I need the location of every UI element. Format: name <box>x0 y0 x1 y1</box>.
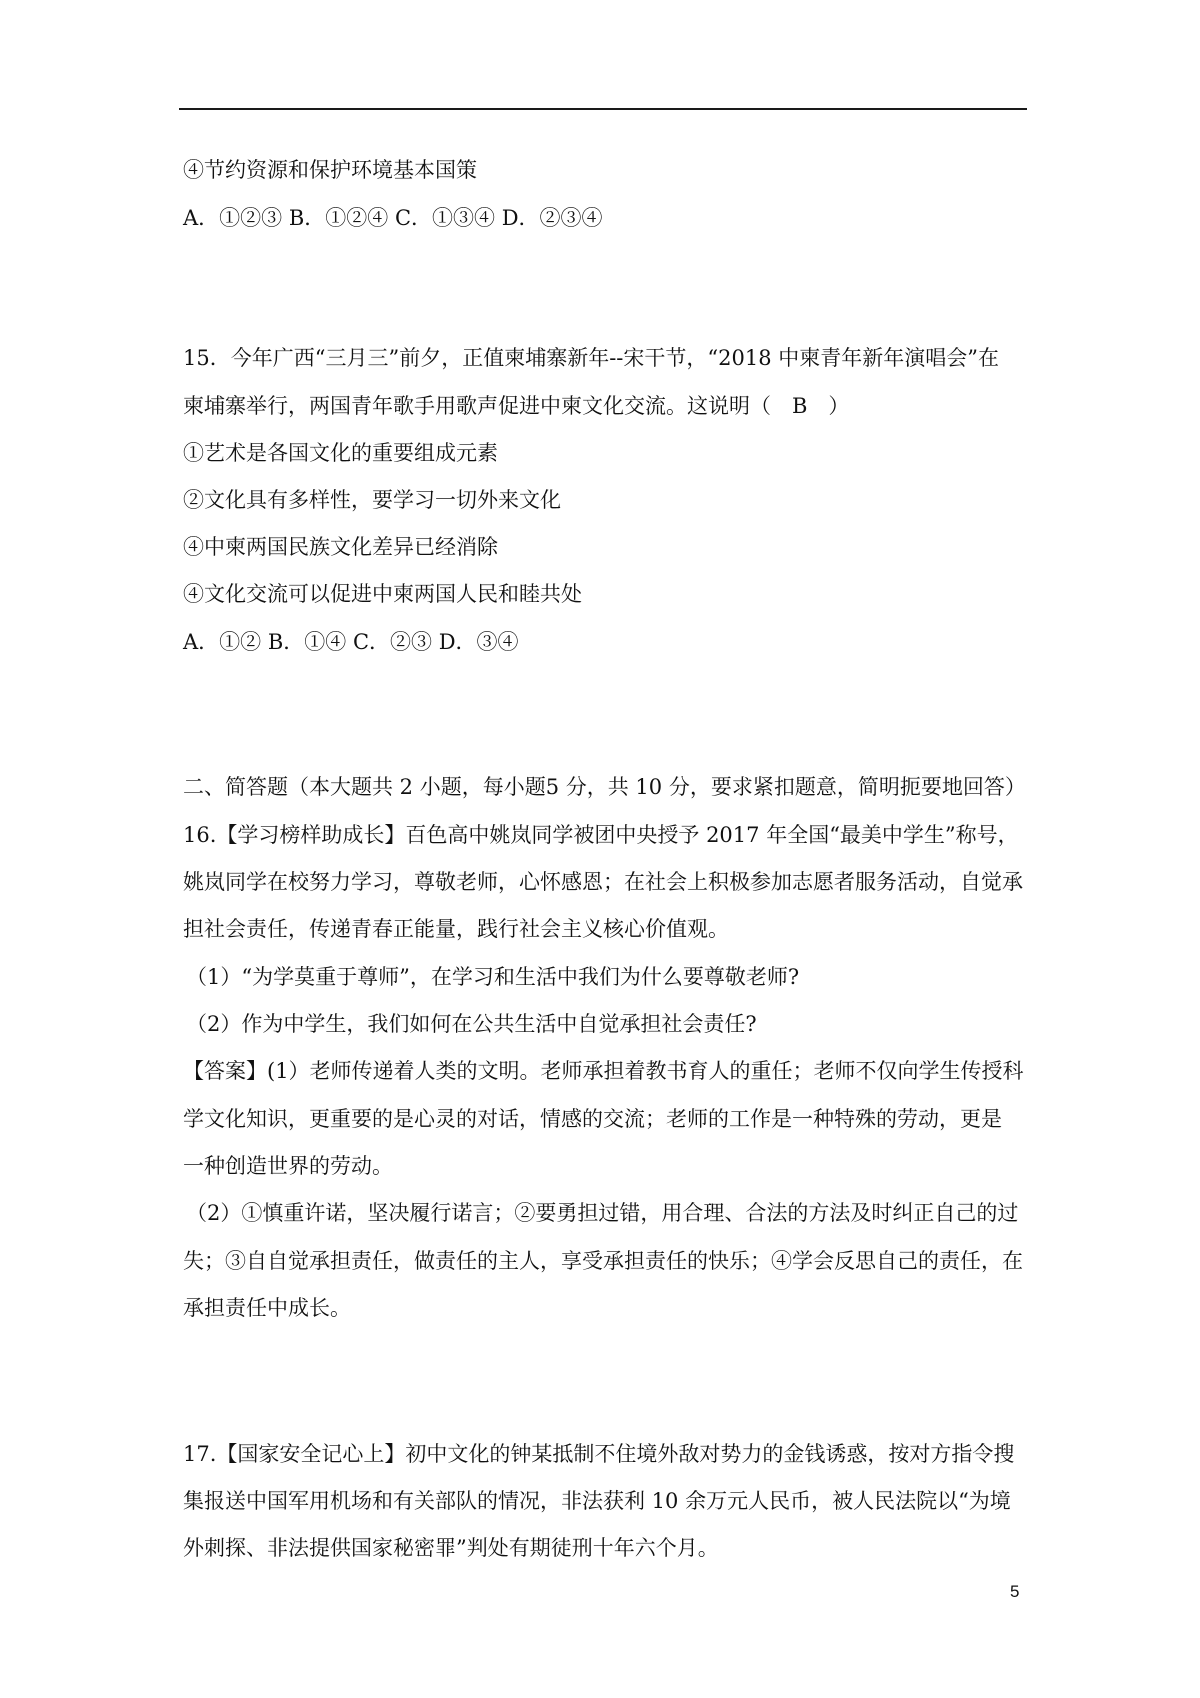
sub-question: （2）作为中学生，我们如何在公共生活中自觉承担社会责任? <box>186 1012 757 1036</box>
answer-choices: A．①②③ B．①②④ C．①③④ D．②③④ <box>183 206 603 230</box>
answer-line: （2）①慎重许诺，坚决履行诺言；②要勇担过错，用合理、合法的方法及时纠正自己的过 <box>186 1201 1019 1225</box>
option-line: ①艺术是各国文化的重要组成元素 <box>183 441 498 465</box>
answer-choices: A．①② B．①④ C．②③ D．③④ <box>183 630 519 654</box>
page-number: 5 <box>1010 1582 1020 1601</box>
section-heading: 二、简答题（本大题共 2 小题，每小题5 分，共 10 分，要求紧扣题意，简明扼要地回答） <box>183 775 1026 799</box>
question-17-line: 17.【国家安全记心上】初中文化的钟某抵制不住境外敌对势力的金钱诱惑，按对方指令搜 <box>183 1442 1015 1466</box>
answer-line: 学文化知识，更重要的是心灵的对话，情感的交流；老师的工作是一种特殊的劳动，更是 <box>183 1107 1002 1131</box>
question-15-line: 柬埔寨举行，两国青年歌手用歌声促进中柬文化交流。这说明（ B ） <box>183 394 850 418</box>
header-rule <box>179 108 1027 110</box>
question-16-line: 担社会责任，传递青春正能量，践行社会主义核心价值观。 <box>183 917 729 941</box>
option-line: ④中柬两国民族文化差异已经消除 <box>183 535 498 559</box>
answer-line: 承担责任中成长。 <box>183 1296 351 1320</box>
answer-line: 【答案】(1）老师传递着人类的文明。老师承担着教书育人的重任；老师不仅向学生传授科 <box>183 1059 1024 1083</box>
option-line: ④节约资源和保护环境基本国策 <box>183 158 477 182</box>
question-17-line: 外刺探、非法提供国家秘密罪”判处有期徒刑十年六个月。 <box>183 1536 719 1560</box>
option-line: ④文化交流可以促进中柬两国人民和睦共处 <box>183 582 582 606</box>
answer-line: 失；③自自觉承担责任，做责任的主人，享受承担责任的快乐；④学会反思自己的责任，在 <box>183 1249 1023 1273</box>
question-15-line: 15．今年广西“三月三”前夕，正值柬埔寨新年--宋干节，“2018 中柬青年新年演唱会”在 <box>183 346 999 370</box>
question-16-line: 16.【学习榜样助成长】百色高中姚岚同学被团中央授予 2017 年全国“最美中学生”称号， <box>183 823 1019 847</box>
question-17-line: 集报送中国军用机场和有关部队的情况，非法获利 10 余万元人民币，被人民法院以“为境 <box>183 1489 1011 1513</box>
option-line: ②文化具有多样性，要学习一切外来文化 <box>183 488 561 512</box>
sub-question: （1）“为学莫重于尊师”，在学习和生活中我们为什么要尊敬老师? <box>186 965 800 989</box>
answer-line: 一种创造世界的劳动。 <box>183 1154 393 1178</box>
question-16-line: 姚岚同学在校努力学习，尊敬老师，心怀感恩；在社会上积极参加志愿者服务活动，自觉承 <box>183 870 1023 894</box>
